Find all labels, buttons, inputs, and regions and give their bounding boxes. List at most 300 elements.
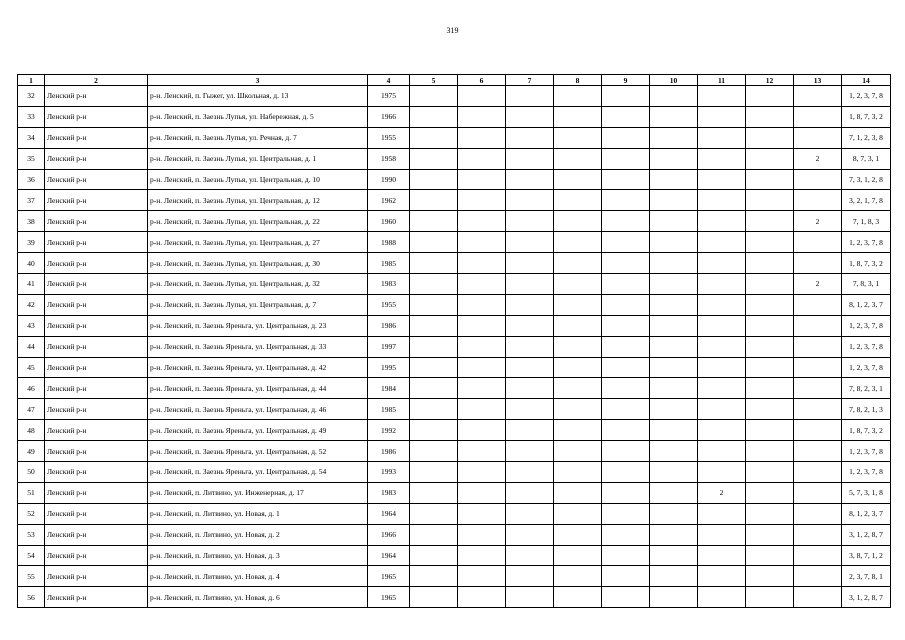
col-9-cell bbox=[602, 441, 650, 462]
codes-cell: 1, 2, 3, 7, 8 bbox=[842, 232, 891, 253]
column-header-7: 7 bbox=[506, 75, 554, 86]
col-7-cell bbox=[506, 482, 554, 503]
col-5-cell bbox=[410, 336, 458, 357]
col-11-cell bbox=[698, 524, 746, 545]
col-8-cell bbox=[554, 399, 602, 420]
table-row bbox=[18, 294, 891, 315]
col-8-cell bbox=[554, 315, 602, 336]
district-cell: Ленский р-н bbox=[45, 106, 148, 127]
col-10-cell bbox=[650, 336, 698, 357]
row-number: 35 bbox=[18, 148, 45, 169]
year-cell: 1983 bbox=[368, 482, 410, 503]
year-cell: 1992 bbox=[368, 420, 410, 441]
table-row bbox=[18, 420, 891, 441]
col-8-cell bbox=[554, 169, 602, 190]
col-8-cell bbox=[554, 274, 602, 295]
col-6-cell bbox=[458, 274, 506, 295]
codes-cell: 8, 7, 3, 1 bbox=[842, 148, 891, 169]
col-10-cell bbox=[650, 399, 698, 420]
address-cell: р-н. Ленский, п. Заезнь Яреньга, ул. Центральная, д. 54 bbox=[148, 462, 368, 483]
year-cell: 1990 bbox=[368, 169, 410, 190]
col-5-cell bbox=[410, 378, 458, 399]
col-9-cell bbox=[602, 357, 650, 378]
col-8-cell bbox=[554, 86, 602, 107]
col-11-cell bbox=[698, 503, 746, 524]
col-8-cell bbox=[554, 148, 602, 169]
table-row bbox=[18, 462, 891, 483]
col-7-cell bbox=[506, 211, 554, 232]
codes-cell: 8, 1, 2, 3, 7 bbox=[842, 503, 891, 524]
col-5-cell bbox=[410, 294, 458, 315]
col-10-cell bbox=[650, 482, 698, 503]
col-5-cell bbox=[410, 169, 458, 190]
col-13-cell bbox=[794, 294, 842, 315]
col-6-cell bbox=[458, 587, 506, 608]
col-6-cell bbox=[458, 294, 506, 315]
address-cell: р-н. Ленский, п. Литвино, ул. Новая, д. 4 bbox=[148, 566, 368, 587]
district-cell: Ленский р-н bbox=[45, 86, 148, 107]
address-cell: р-н. Ленский, п. Заезнь Лупья, ул. Речная, д. 7 bbox=[148, 127, 368, 148]
col-13-cell bbox=[794, 441, 842, 462]
col-11-cell bbox=[698, 441, 746, 462]
col-12-cell bbox=[746, 357, 794, 378]
col-11-cell bbox=[698, 420, 746, 441]
col-11-cell bbox=[698, 106, 746, 127]
col-6-cell bbox=[458, 190, 506, 211]
district-cell: Ленский р-н bbox=[45, 462, 148, 483]
column-header-11: 11 bbox=[698, 75, 746, 86]
col-8-cell bbox=[554, 462, 602, 483]
col-8-cell bbox=[554, 294, 602, 315]
col-8-cell bbox=[554, 211, 602, 232]
col-13-cell bbox=[794, 106, 842, 127]
col-13-cell bbox=[794, 357, 842, 378]
col-12-cell bbox=[746, 294, 794, 315]
table-row bbox=[18, 253, 891, 274]
col-6-cell bbox=[458, 106, 506, 127]
col-9-cell bbox=[602, 462, 650, 483]
col-7-cell bbox=[506, 190, 554, 211]
codes-cell: 1, 2, 3, 7, 8 bbox=[842, 462, 891, 483]
col-11-cell: 2 bbox=[698, 482, 746, 503]
row-number: 34 bbox=[18, 127, 45, 148]
row-number: 50 bbox=[18, 462, 45, 483]
col-11-cell bbox=[698, 86, 746, 107]
col-9-cell bbox=[602, 378, 650, 399]
col-11-cell bbox=[698, 294, 746, 315]
district-cell: Ленский р-н bbox=[45, 274, 148, 295]
year-cell: 1997 bbox=[368, 336, 410, 357]
codes-cell: 7, 8, 2, 3, 1 bbox=[842, 378, 891, 399]
col-7-cell bbox=[506, 148, 554, 169]
row-number: 45 bbox=[18, 357, 45, 378]
col-5-cell bbox=[410, 86, 458, 107]
district-cell: Ленский р-н bbox=[45, 545, 148, 566]
year-cell: 1983 bbox=[368, 274, 410, 295]
table-row bbox=[18, 127, 891, 148]
district-cell: Ленский р-н bbox=[45, 127, 148, 148]
column-header-2: 2 bbox=[45, 75, 148, 86]
col-7-cell bbox=[506, 399, 554, 420]
year-cell: 1984 bbox=[368, 378, 410, 399]
page-number: 319 bbox=[446, 26, 459, 35]
col-10-cell bbox=[650, 357, 698, 378]
row-number: 32 bbox=[18, 86, 45, 107]
col-6-cell bbox=[458, 503, 506, 524]
col-9-cell bbox=[602, 106, 650, 127]
col-6-cell bbox=[458, 462, 506, 483]
col-13-cell: 2 bbox=[794, 211, 842, 232]
column-header-8: 8 bbox=[554, 75, 602, 86]
year-cell: 1995 bbox=[368, 357, 410, 378]
table-row bbox=[18, 211, 891, 232]
table-row bbox=[18, 587, 891, 608]
col-9-cell bbox=[602, 587, 650, 608]
col-10-cell bbox=[650, 148, 698, 169]
col-9-cell bbox=[602, 190, 650, 211]
table-row bbox=[18, 86, 891, 107]
year-cell: 1985 bbox=[368, 253, 410, 274]
address-cell: р-н. Ленский, п. Литвино, ул. Новая, д. 6 bbox=[148, 587, 368, 608]
year-cell: 1985 bbox=[368, 399, 410, 420]
codes-cell: 7, 1, 2, 3, 8 bbox=[842, 127, 891, 148]
column-header-9: 9 bbox=[602, 75, 650, 86]
col-10-cell bbox=[650, 566, 698, 587]
col-10-cell bbox=[650, 127, 698, 148]
address-cell: р-н. Ленский, п. Гыжег, ул. Школьная, д. 13 bbox=[148, 86, 368, 107]
column-header-1: 1 bbox=[18, 75, 45, 86]
address-cell: р-н. Ленский, п. Заезнь Яреньга, ул. Центральная, д. 33 bbox=[148, 336, 368, 357]
col-12-cell bbox=[746, 441, 794, 462]
col-7-cell bbox=[506, 86, 554, 107]
col-9-cell bbox=[602, 545, 650, 566]
address-cell: р-н. Ленский, п. Заезнь Лупья, ул. Центральная, д. 12 bbox=[148, 190, 368, 211]
col-7-cell bbox=[506, 294, 554, 315]
address-cell: р-н. Ленский, п. Заезнь Лупья, ул. Центральная, д. 10 bbox=[148, 169, 368, 190]
col-5-cell bbox=[410, 587, 458, 608]
col-7-cell bbox=[506, 106, 554, 127]
col-6-cell bbox=[458, 336, 506, 357]
col-5-cell bbox=[410, 420, 458, 441]
district-cell: Ленский р-н bbox=[45, 441, 148, 462]
district-cell: Ленский р-н bbox=[45, 378, 148, 399]
row-number: 54 bbox=[18, 545, 45, 566]
district-cell: Ленский р-н bbox=[45, 294, 148, 315]
column-header-4: 4 bbox=[368, 75, 410, 86]
col-11-cell bbox=[698, 462, 746, 483]
col-6-cell bbox=[458, 566, 506, 587]
col-12-cell bbox=[746, 211, 794, 232]
codes-cell: 1, 8, 7, 3, 2 bbox=[842, 253, 891, 274]
col-6-cell bbox=[458, 169, 506, 190]
codes-cell: 3, 1, 2, 8, 7 bbox=[842, 524, 891, 545]
district-cell: Ленский р-н bbox=[45, 524, 148, 545]
codes-cell: 1, 2, 3, 7, 8 bbox=[842, 336, 891, 357]
row-number: 51 bbox=[18, 482, 45, 503]
col-8-cell bbox=[554, 587, 602, 608]
col-6-cell bbox=[458, 357, 506, 378]
codes-cell: 7, 8, 3, 1 bbox=[842, 274, 891, 295]
row-number: 44 bbox=[18, 336, 45, 357]
col-8-cell bbox=[554, 545, 602, 566]
year-cell: 1986 bbox=[368, 441, 410, 462]
col-6-cell bbox=[458, 482, 506, 503]
col-10-cell bbox=[650, 190, 698, 211]
col-10-cell bbox=[650, 169, 698, 190]
col-11-cell bbox=[698, 232, 746, 253]
col-13-cell bbox=[794, 169, 842, 190]
col-6-cell bbox=[458, 315, 506, 336]
col-9-cell bbox=[602, 253, 650, 274]
year-cell: 1955 bbox=[368, 294, 410, 315]
col-12-cell bbox=[746, 399, 794, 420]
codes-cell: 1, 2, 3, 7, 8 bbox=[842, 357, 891, 378]
row-number: 37 bbox=[18, 190, 45, 211]
district-cell: Ленский р-н bbox=[45, 336, 148, 357]
col-9-cell bbox=[602, 86, 650, 107]
year-cell: 1966 bbox=[368, 106, 410, 127]
col-12-cell bbox=[746, 524, 794, 545]
col-8-cell bbox=[554, 503, 602, 524]
column-header-12: 12 bbox=[746, 75, 794, 86]
col-7-cell bbox=[506, 336, 554, 357]
col-8-cell bbox=[554, 127, 602, 148]
col-13-cell bbox=[794, 545, 842, 566]
address-cell: р-н. Ленский, п. Заезнь Лупья, ул. Центральная, д. 1 bbox=[148, 148, 368, 169]
codes-cell: 3, 2, 1, 7, 8 bbox=[842, 190, 891, 211]
col-10-cell bbox=[650, 441, 698, 462]
table-row bbox=[18, 357, 891, 378]
col-5-cell bbox=[410, 274, 458, 295]
table-row bbox=[18, 566, 891, 587]
row-number: 42 bbox=[18, 294, 45, 315]
col-12-cell bbox=[746, 190, 794, 211]
address-cell: р-н. Ленский, п. Литвино, ул. Новая, д. 2 bbox=[148, 524, 368, 545]
col-11-cell bbox=[698, 587, 746, 608]
col-8-cell bbox=[554, 524, 602, 545]
col-7-cell bbox=[506, 274, 554, 295]
year-cell: 1986 bbox=[368, 315, 410, 336]
col-10-cell bbox=[650, 106, 698, 127]
address-cell: р-н. Ленский, п. Заезнь Лупья, ул. Центральная, д. 30 bbox=[148, 253, 368, 274]
col-12-cell bbox=[746, 336, 794, 357]
row-number: 40 bbox=[18, 253, 45, 274]
codes-cell: 7, 1, 8, 3 bbox=[842, 211, 891, 232]
address-cell: р-н. Ленский, п. Заезнь Яреньга, ул. Центральная, д. 49 bbox=[148, 420, 368, 441]
col-8-cell bbox=[554, 566, 602, 587]
col-10-cell bbox=[650, 462, 698, 483]
year-cell: 1966 bbox=[368, 524, 410, 545]
year-cell: 1958 bbox=[368, 148, 410, 169]
col-7-cell bbox=[506, 169, 554, 190]
address-cell: р-н. Ленский, п. Заезнь Яреньга, ул. Центральная, д. 52 bbox=[148, 441, 368, 462]
col-9-cell bbox=[602, 336, 650, 357]
col-13-cell bbox=[794, 566, 842, 587]
district-cell: Ленский р-н bbox=[45, 566, 148, 587]
col-5-cell bbox=[410, 211, 458, 232]
col-12-cell bbox=[746, 420, 794, 441]
col-6-cell bbox=[458, 441, 506, 462]
col-9-cell bbox=[602, 315, 650, 336]
col-5-cell bbox=[410, 566, 458, 587]
col-9-cell bbox=[602, 566, 650, 587]
col-9-cell bbox=[602, 420, 650, 441]
col-12-cell bbox=[746, 315, 794, 336]
col-6-cell bbox=[458, 211, 506, 232]
col-9-cell bbox=[602, 399, 650, 420]
table-row bbox=[18, 524, 891, 545]
col-6-cell bbox=[458, 378, 506, 399]
codes-cell: 1, 2, 3, 7, 8 bbox=[842, 441, 891, 462]
col-9-cell bbox=[602, 524, 650, 545]
col-11-cell bbox=[698, 253, 746, 274]
col-11-cell bbox=[698, 127, 746, 148]
col-12-cell bbox=[746, 587, 794, 608]
col-10-cell bbox=[650, 503, 698, 524]
row-number: 47 bbox=[18, 399, 45, 420]
col-10-cell bbox=[650, 253, 698, 274]
table-row bbox=[18, 545, 891, 566]
row-number: 49 bbox=[18, 441, 45, 462]
col-13-cell bbox=[794, 462, 842, 483]
row-number: 38 bbox=[18, 211, 45, 232]
col-12-cell bbox=[746, 378, 794, 399]
col-12-cell bbox=[746, 566, 794, 587]
codes-cell: 1, 8, 7, 3, 2 bbox=[842, 420, 891, 441]
col-8-cell bbox=[554, 253, 602, 274]
col-10-cell bbox=[650, 86, 698, 107]
col-7-cell bbox=[506, 253, 554, 274]
table-row bbox=[18, 336, 891, 357]
col-11-cell bbox=[698, 169, 746, 190]
col-8-cell bbox=[554, 378, 602, 399]
district-cell: Ленский р-н bbox=[45, 253, 148, 274]
address-cell: р-н. Ленский, п. Литвино, ул. Новая, д. 3 bbox=[148, 545, 368, 566]
col-6-cell bbox=[458, 399, 506, 420]
column-header-6: 6 bbox=[458, 75, 506, 86]
table-row bbox=[18, 441, 891, 462]
col-11-cell bbox=[698, 566, 746, 587]
year-cell: 1964 bbox=[368, 503, 410, 524]
col-10-cell bbox=[650, 294, 698, 315]
row-number: 56 bbox=[18, 587, 45, 608]
col-5-cell bbox=[410, 106, 458, 127]
col-13-cell bbox=[794, 378, 842, 399]
col-5-cell bbox=[410, 524, 458, 545]
col-8-cell bbox=[554, 232, 602, 253]
table-row bbox=[18, 190, 891, 211]
col-5-cell bbox=[410, 441, 458, 462]
col-7-cell bbox=[506, 232, 554, 253]
col-10-cell bbox=[650, 315, 698, 336]
year-cell: 1955 bbox=[368, 127, 410, 148]
column-header-10: 10 bbox=[650, 75, 698, 86]
district-cell: Ленский р-н bbox=[45, 169, 148, 190]
address-cell: р-н. Ленский, п. Заезнь Лупья, ул. Центральная, д. 27 bbox=[148, 232, 368, 253]
col-11-cell bbox=[698, 190, 746, 211]
table-row bbox=[18, 503, 891, 524]
col-13-cell bbox=[794, 482, 842, 503]
row-number: 41 bbox=[18, 274, 45, 295]
col-12-cell bbox=[746, 148, 794, 169]
codes-cell: 1, 2, 3, 7, 8 bbox=[842, 315, 891, 336]
row-number: 46 bbox=[18, 378, 45, 399]
col-13-cell bbox=[794, 232, 842, 253]
col-10-cell bbox=[650, 232, 698, 253]
table-row bbox=[18, 274, 891, 295]
address-cell: р-н. Ленский, п. Заезнь Яреньга, ул. Центральная, д. 42 bbox=[148, 357, 368, 378]
col-13-cell bbox=[794, 587, 842, 608]
codes-cell: 8, 1, 2, 3, 7 bbox=[842, 294, 891, 315]
row-number: 33 bbox=[18, 106, 45, 127]
col-10-cell bbox=[650, 378, 698, 399]
col-13-cell: 2 bbox=[794, 148, 842, 169]
col-8-cell bbox=[554, 357, 602, 378]
col-7-cell bbox=[506, 378, 554, 399]
col-8-cell bbox=[554, 336, 602, 357]
col-12-cell bbox=[746, 482, 794, 503]
col-6-cell bbox=[458, 232, 506, 253]
column-header-13: 13 bbox=[794, 75, 842, 86]
col-5-cell bbox=[410, 545, 458, 566]
col-10-cell bbox=[650, 587, 698, 608]
col-13-cell bbox=[794, 253, 842, 274]
col-5-cell bbox=[410, 190, 458, 211]
header-row bbox=[18, 75, 891, 86]
col-11-cell bbox=[698, 399, 746, 420]
codes-cell: 1, 8, 7, 3, 2 bbox=[842, 106, 891, 127]
address-cell: р-н. Ленский, п. Заезнь Лупья, ул. Набережная, д. 5 bbox=[148, 106, 368, 127]
col-5-cell bbox=[410, 503, 458, 524]
address-cell: р-н. Ленский, п. Литвино, ул. Инженерная, д. 17 bbox=[148, 482, 368, 503]
col-9-cell bbox=[602, 148, 650, 169]
col-7-cell bbox=[506, 524, 554, 545]
col-12-cell bbox=[746, 503, 794, 524]
col-5-cell bbox=[410, 462, 458, 483]
table-row bbox=[18, 106, 891, 127]
col-7-cell bbox=[506, 587, 554, 608]
col-9-cell bbox=[602, 232, 650, 253]
col-12-cell bbox=[746, 86, 794, 107]
row-number: 36 bbox=[18, 169, 45, 190]
col-11-cell bbox=[698, 357, 746, 378]
col-11-cell bbox=[698, 545, 746, 566]
codes-cell: 2, 3, 7, 8, 1 bbox=[842, 566, 891, 587]
col-6-cell bbox=[458, 524, 506, 545]
col-7-cell bbox=[506, 127, 554, 148]
address-cell: р-н. Ленский, п. Заезнь Лупья, ул. Центральная, д. 32 bbox=[148, 274, 368, 295]
codes-cell: 5, 7, 3, 1, 8 bbox=[842, 482, 891, 503]
col-8-cell bbox=[554, 482, 602, 503]
col-5-cell bbox=[410, 127, 458, 148]
col-12-cell bbox=[746, 274, 794, 295]
col-7-cell bbox=[506, 566, 554, 587]
row-number: 52 bbox=[18, 503, 45, 524]
address-cell: р-н. Ленский, п. Заезнь Яреньга, ул. Центральная, д. 46 bbox=[148, 399, 368, 420]
col-5-cell bbox=[410, 357, 458, 378]
col-13-cell bbox=[794, 399, 842, 420]
codes-cell: 1, 2, 3, 7, 8 bbox=[842, 86, 891, 107]
district-cell: Ленский р-н bbox=[45, 190, 148, 211]
table-row bbox=[18, 232, 891, 253]
col-9-cell bbox=[602, 294, 650, 315]
district-cell: Ленский р-н bbox=[45, 587, 148, 608]
col-7-cell bbox=[506, 462, 554, 483]
table-row bbox=[18, 378, 891, 399]
address-cell: р-н. Ленский, п. Литвино, ул. Новая, д. 1 bbox=[148, 503, 368, 524]
address-cell: р-н. Ленский, п. Заезнь Лупья, ул. Центральная, д. 7 bbox=[148, 294, 368, 315]
row-number: 48 bbox=[18, 420, 45, 441]
